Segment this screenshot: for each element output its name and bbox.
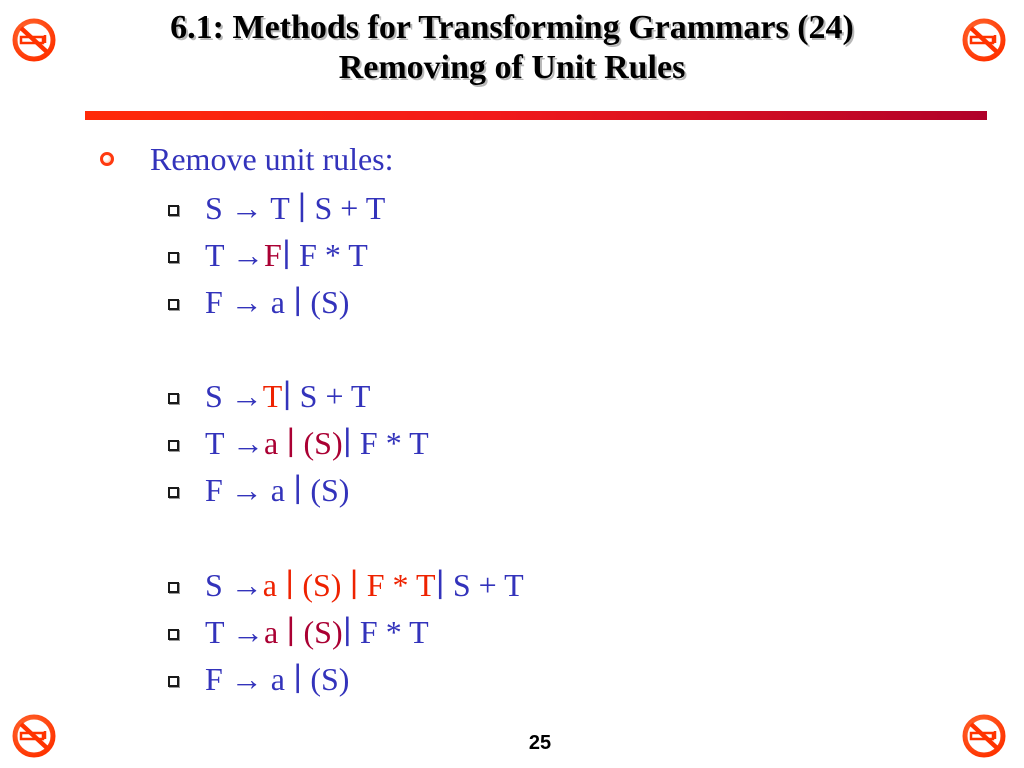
rule-segment: ∣ F * T	[342, 614, 429, 650]
no-smoking-icon	[962, 18, 1006, 62]
rule-segment: ∣ F * T	[281, 237, 368, 273]
rule-segment: a ∣ (S)	[263, 425, 343, 461]
title-line-2: Removing of Unit Rules	[338, 49, 686, 86]
rule-segment: F	[263, 236, 282, 273]
rule-segment: T	[262, 377, 283, 414]
page-number: 25	[528, 732, 552, 754]
square-bullet-icon	[168, 252, 179, 263]
square-bullet-icon	[168, 299, 179, 310]
rule-segment: T →	[205, 613, 264, 650]
square-bullet-icon	[168, 440, 179, 451]
square-bullet-icon	[168, 487, 179, 498]
grammar-rule	[168, 376, 370, 416]
grammar-rule	[168, 282, 349, 322]
grammar-rule	[168, 612, 429, 652]
square-bullet-icon	[168, 205, 179, 216]
rule-segment: S →	[205, 377, 263, 414]
rule-segment: ∣ S + T	[435, 567, 524, 603]
grammar-rule	[168, 470, 349, 510]
grammar-rule	[168, 423, 429, 463]
grammar-rule	[168, 235, 368, 275]
bullet-heading: Remove unit rules:	[150, 140, 394, 177]
rule-segment: a ∣ (S) ∣ F * T	[262, 567, 436, 603]
no-smoking-icon	[12, 18, 56, 62]
rule-segment: a ∣ (S)	[263, 614, 343, 650]
square-bullet-icon	[168, 629, 179, 640]
rule-segment: ∣ S + T	[282, 378, 371, 414]
title-underline-bar	[85, 111, 987, 120]
main-bullet-item	[100, 139, 394, 179]
rule-segment: S →	[205, 566, 263, 603]
slide-title	[0, 8, 1024, 88]
rule-segment: F → a ∣ (S)	[205, 661, 350, 697]
rule-segment: T →	[205, 424, 264, 461]
square-bullet-icon	[168, 676, 179, 687]
circle-bullet-icon	[100, 152, 114, 166]
rule-segment: F → a ∣ (S)	[205, 472, 350, 508]
title-line-1: 6.1: Methods for Transforming Grammars (24)	[170, 9, 854, 46]
rule-segment: S → T ∣ S + T	[205, 190, 386, 226]
square-bullet-icon	[168, 393, 179, 404]
rule-segment: T →	[205, 236, 264, 273]
grammar-rule	[168, 659, 349, 699]
rule-segment: F → a ∣ (S)	[205, 284, 350, 320]
grammar-rule	[168, 565, 524, 605]
square-bullet-icon	[168, 582, 179, 593]
rule-segment: ∣ F * T	[342, 425, 429, 461]
grammar-rule	[168, 188, 385, 228]
